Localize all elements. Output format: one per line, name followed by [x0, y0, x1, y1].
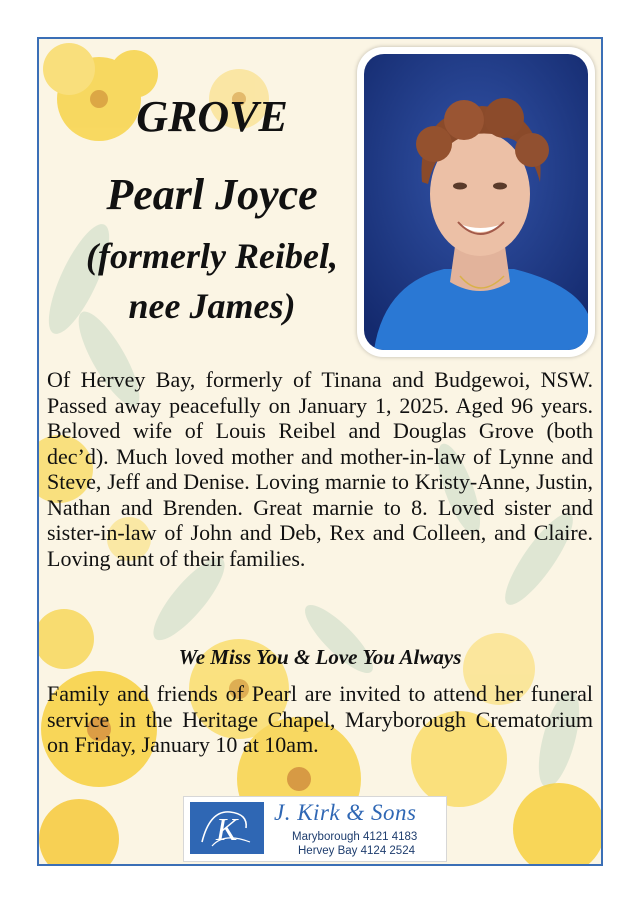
funeral-home-phone-maryborough: Maryborough 4121 4183: [292, 831, 418, 843]
funeral-home-logo: [190, 802, 264, 854]
memorial-tagline: We Miss You & Love You Always: [178, 645, 462, 669]
former-names-line-2: nee James): [128, 286, 296, 326]
surname-heading: GROVE: [136, 92, 288, 141]
funeral-home-badge: [183, 796, 447, 862]
funeral-details-text: Family and friends of Pearl are invited to attend her funeral service in the Heritage Chapel, Maryborough Crematorium on Friday, January 10 at 10am.: [47, 681, 593, 757]
portrait-photo: [364, 54, 588, 350]
obituary-text: Of Hervey Bay, formerly of Tinana and Budgewoi, NSW. Passed away peacefully on January 1, 2025. Aged 96 years. Beloved wife of Louis Reibel and Douglas Grove (both dec’d). Much loved mother and mother-in-law of Lynne and Steve, Jeff and Denise. Loving marnie to Kristy-Anne, Justin, Nathan and Brenden. Great marnie to 8. Loved sister and sister-in-law of John and Deb, Rex and Colleen, and Claire. Loving aunt of their families.: [47, 367, 593, 571]
notice-frame: [37, 37, 603, 866]
funeral-home-phone-hervey-bay: Hervey Bay 4124 2524: [298, 845, 415, 857]
funeral-home-name: J. Kirk & Sons: [274, 800, 417, 825]
portrait-frame: [357, 47, 595, 357]
former-names-line-1: (formerly Reibel,: [86, 236, 338, 276]
given-names-heading: Pearl Joyce: [106, 170, 318, 219]
logo-letter: K: [216, 811, 238, 847]
